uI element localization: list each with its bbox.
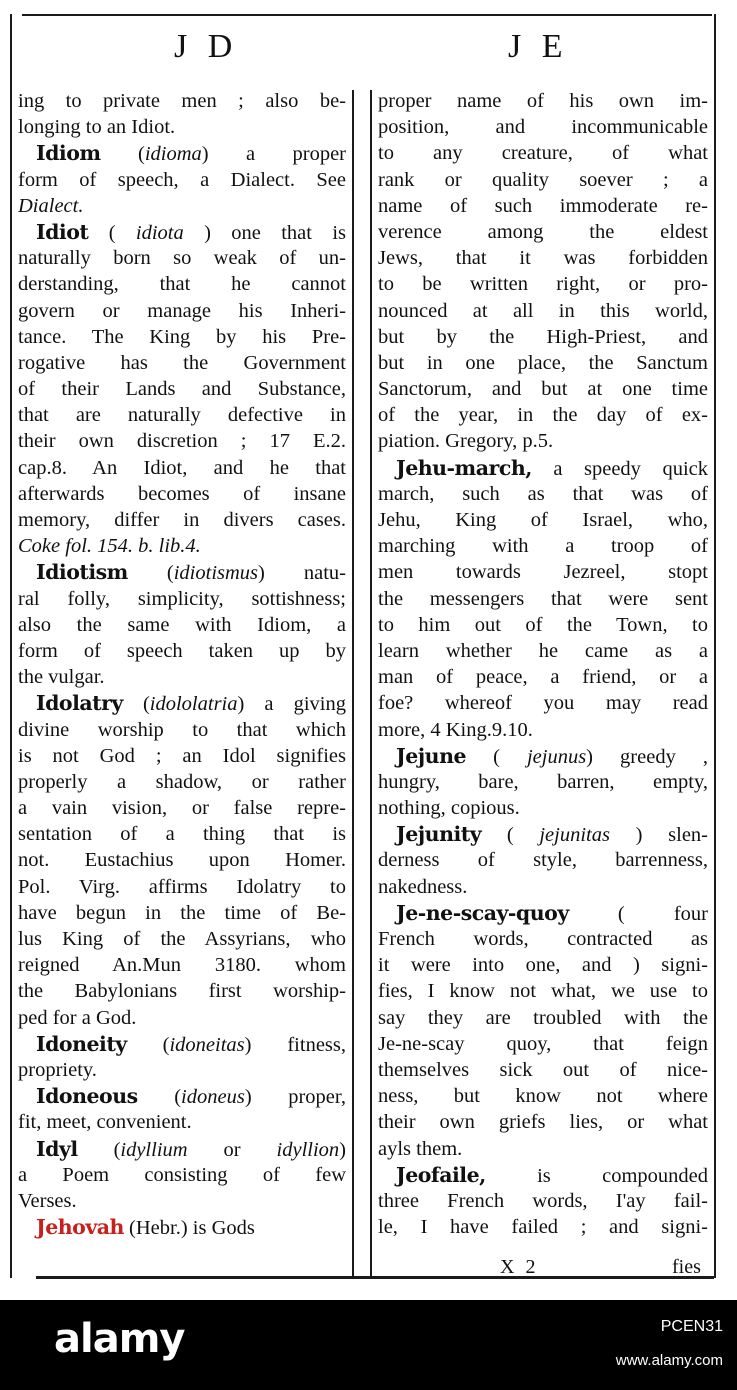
top-rule: [22, 14, 712, 16]
text-line: Pol. Virg. affirms Idolatry to: [18, 875, 346, 898]
headword: Idyl: [36, 1136, 78, 1161]
text-line: march, such as that was of: [378, 482, 708, 505]
text-line: say they are troubled with the: [378, 1006, 708, 1029]
text-line: fit, meet, convenient.: [18, 1111, 192, 1134]
entry-idoneous: Idoneous (idoneus) proper,: [36, 1084, 346, 1109]
text-line: ing to private men ; also be-: [18, 90, 346, 112]
column-divider-left: [352, 90, 354, 1276]
catchword: fies: [672, 1256, 701, 1278]
site-url: www.alamy.com: [615, 1352, 723, 1369]
entry-jeofaile: Jeofaile, is compounded: [396, 1162, 708, 1187]
text-line: themselves sick out of nice-: [378, 1058, 708, 1081]
text-line: hungry, bare, barren, empty,: [378, 770, 708, 793]
signature-mark: X 2: [500, 1256, 539, 1278]
text-line: it were into one, and ) signi-: [378, 954, 708, 977]
text-line: marching with a troop of: [378, 535, 708, 558]
text-line: ayls them.: [378, 1137, 463, 1160]
text-line: their own discretion ; 17 E.2.: [18, 430, 346, 453]
text-line: derstanding, that he cannot: [18, 273, 346, 296]
headword: Jejunity: [396, 822, 482, 847]
text-line: but in one place, the Sanctum: [378, 351, 708, 374]
entry-jehovah: Jehovah (Hebr.) is Gods: [36, 1215, 255, 1240]
headword: Idoneity: [36, 1031, 127, 1056]
text-line: naturally born so weak of un-: [18, 247, 346, 270]
text-line: to be written right, or pro-: [378, 273, 708, 296]
left-column: [18, 88, 346, 1240]
text-line: le, I have failed ; and signi-: [378, 1216, 708, 1239]
text-line: French words, contracted as: [378, 928, 708, 950]
text-line: properly a shadow, or rather: [18, 770, 346, 793]
text-line: Sanctorum, and but at one time: [378, 378, 708, 401]
text-line: to him out of the Town, to: [378, 613, 708, 636]
text-line: is not God ; an Idol signifies: [18, 744, 346, 767]
image-id: PCEN31: [660, 1318, 723, 1335]
headword: Je-ne-scay-quoy: [396, 900, 569, 925]
text-line: divine worship to that which: [18, 718, 346, 741]
entry-jejunity: Jejunity ( jejunitas ) slen-: [396, 822, 708, 847]
text-line: more, 4 King.9.10.: [378, 718, 533, 741]
entry-idiom: Idiom (idioma) a proper: [36, 141, 346, 166]
running-head-right: J E: [508, 28, 569, 65]
text-line: learn whether he came as a: [378, 639, 708, 662]
entry-jehu-march: Jehu-march, a speedy quick: [396, 455, 708, 480]
text-line: Verses.: [18, 1189, 77, 1212]
entry-jejune: Jejune ( jejunus) greedy ,: [396, 743, 708, 768]
entry-idoneity: Idoneity (idoneitas) fitness,: [36, 1031, 346, 1056]
text-line: nounced at all in this world,: [378, 299, 708, 322]
text-line: ral folly, simplicity, sottishness;: [18, 587, 346, 610]
text-line: to any creature, of what: [378, 142, 708, 165]
text-line: verence among the eldest: [378, 220, 708, 243]
text-line: longing to an Idiot.: [18, 116, 176, 139]
text-line: have begun in the time of Be-: [18, 901, 346, 924]
text-line: three French words, I'ay fail-: [378, 1189, 708, 1212]
text-line: cap.8. An Idiot, and he that: [18, 456, 346, 479]
running-head-left: J D: [174, 28, 239, 65]
text-line: name of such immoderate re-: [378, 194, 708, 217]
text-line: form of speech, a Dialect. See: [18, 168, 346, 191]
text-line: Dialect.: [18, 194, 84, 217]
text-line: of the year, in the day of ex-: [378, 404, 708, 427]
headword: Idoneous: [36, 1084, 138, 1109]
text-line: men towards Jezreel, stopt: [378, 561, 708, 584]
text-line: fies, I know not what, we use to: [378, 980, 708, 1003]
headword: Idiot: [36, 219, 89, 244]
headword: Jeofaile,: [396, 1162, 486, 1187]
text-line: rank or quality soever ; a: [378, 168, 708, 191]
text-line: tance. The King by his Pre-: [18, 325, 346, 348]
headword: Idiotism: [36, 560, 128, 585]
text-line: form of speech taken up by: [18, 639, 346, 662]
text-line: not. Eustachius upon Homer.: [18, 849, 346, 872]
brand-logo: alamy: [54, 1316, 185, 1362]
text-line: foe? whereof you may read: [378, 692, 708, 715]
right-column: [378, 88, 708, 1240]
text-line: memory, differ in divers cases.: [18, 509, 346, 531]
text-line: proper name of his own im-: [378, 90, 708, 112]
left-frame-rule: [10, 14, 12, 1278]
text-line: the vulgar.: [18, 666, 105, 689]
bottom-rule: [36, 1276, 714, 1279]
headword-highlighted: Jehovah: [36, 1215, 124, 1240]
text-line: the Babylonians first worship-: [18, 980, 346, 1003]
headword: Jejune: [396, 743, 467, 768]
text-line: ness, but know not where: [378, 1085, 708, 1108]
text-line: the messengers that were sent: [378, 587, 708, 610]
text-line: rogative has the Government: [18, 351, 346, 374]
entry-idiotism: Idiotism (idiotismus) natu-: [36, 560, 346, 585]
headword: Idiom: [36, 141, 101, 166]
column-divider-right: [370, 90, 372, 1276]
text-line: reigned An.Mun 3180. whom: [18, 954, 346, 977]
headword: Idolatry: [36, 691, 123, 716]
text-line: a Poem consisting of few: [18, 1163, 346, 1186]
text-line: of their Lands and Substance,: [18, 378, 346, 401]
text-line: Jehu, King of Israel, who,: [378, 509, 708, 531]
text-line: propriety.: [18, 1058, 97, 1081]
text-line: a vain vision, or false repre-: [18, 797, 346, 820]
text-line: but by the High-Priest, and: [378, 325, 708, 348]
text-line: afterwards becomes of insane: [18, 482, 346, 505]
text-line: piation. Gregory, p.5.: [378, 430, 554, 453]
entry-idiot: Idiot ( idiota ) one that is: [36, 219, 346, 244]
text-line: sentation of a thing that is: [18, 823, 346, 846]
text-line: position, and incommunicable: [378, 116, 708, 139]
text-line: nothing, copious.: [378, 797, 520, 820]
text-line: ped for a God.: [18, 1006, 137, 1029]
text-line: that are naturally defective in: [18, 404, 346, 427]
text-line: govern or manage his Inheri-: [18, 299, 346, 322]
text-line: derness of style, barrenness,: [378, 849, 708, 872]
text-line: man of peace, a friend, or a: [378, 666, 708, 689]
text-line: also the same with Idiom, a: [18, 613, 346, 636]
text-line: Coke fol. 154. b. lib.4.: [18, 535, 201, 558]
text-line: nakedness.: [378, 875, 468, 898]
right-frame-rule: [714, 14, 716, 1278]
headword: Jehu-march,: [396, 455, 532, 480]
text-line: Je-ne-scay quoy, that feign: [378, 1032, 708, 1055]
entry-idolatry: Idolatry (idololatria) a giving: [36, 691, 346, 716]
entry-idyl: Idyl (idyllium or idyllion): [36, 1136, 346, 1161]
text-line: their own griefs lies, or what: [378, 1111, 708, 1134]
entry-je-ne-scay-quoy: Je-ne-scay-quoy ( four: [396, 900, 708, 925]
text-line: lus King of the Assyrians, who: [18, 928, 346, 950]
text-line: Jews, that it was forbidden: [378, 247, 708, 270]
